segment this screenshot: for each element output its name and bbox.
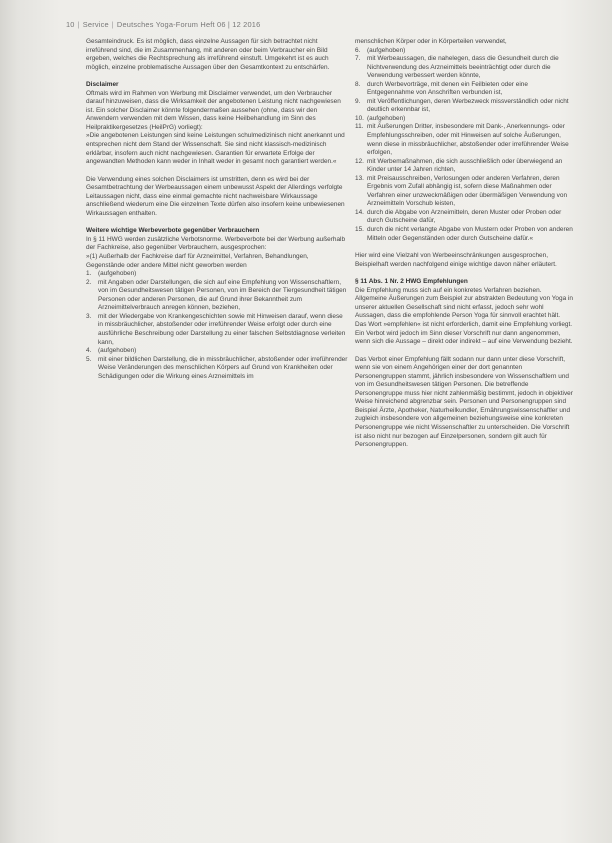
issue-label: Deutsches Yoga-Forum Heft 06 | 12 2016 xyxy=(116,20,261,29)
werbeverbote-heading: Weitere wichtige Werbeverbote gegenüber Verbrauchern xyxy=(86,227,260,235)
list-item: 14. durch die Abgabe von Arzneimitteln, deren Muster oder Proben oder durch Gutscheine dafür, xyxy=(355,208,562,225)
section-label: Service xyxy=(82,20,109,29)
list-item: 12. mit Werbemaßnahmen, die sich ausschließlich oder überwiegend an Kinder unter 14 Jahren richten, xyxy=(355,157,563,174)
list-item: 3. mit der Wiedergabe von Krankengeschichten sowie mit Hinweisen darauf, wenn diese in missbräuchlicher, abstoßender oder irreführender Weise erfolgt oder durch eine ausführliche Beschreibung oder Darstellung zu einer falschen Selbstdiagnose verleiten kann, xyxy=(86,312,346,346)
werbeverbote-quote: »(1) Außerhalb der Fachkreise darf für Arzneimittel, Verfahren, Behandlungen, Gegenstände oder andere Mittel nicht geworben werden xyxy=(86,253,309,269)
list-item: 7. mit Werbeaussagen, die nahelegen, dass die Gesundheit durch die Nichtverwendung des Arzneimittels beeinträchtigt oder durch die Verwendung verbessert werden könnte, xyxy=(355,55,559,80)
empfehlungen-heading: § 11 Abs. 1 Nr. 2 HWG Empfehlungen xyxy=(355,278,468,286)
list-item: 11. mit Äußerungen Dritter, insbesondere mit Dank-, Anerkennungs- oder Empfehlungsschreiben, oder mit Hinweisen auf solche Äußerungen, wenn diese in missbräuchlicher, abstoßender oder irreführender Weise erfolgen, xyxy=(355,123,569,157)
list-item: 8. durch Werbevorträge, mit denen ein Feilbieten oder eine Entgegennahme von Anschriften verbunden ist, xyxy=(355,80,528,97)
disclaimer-heading: Disclaimer xyxy=(86,81,119,89)
page-header: 10 | Service | Deutsches Yoga-Forum Heft 06 | 12 2016 xyxy=(66,20,261,29)
list-item: 5. mit einer bildlichen Darstellung, die in missbräuchlicher, abstoßender oder irreführender Weise Veränderungen des menschlichen Körpers auf Grund von Krankheiten oder Schädigungen oder die Wirkung eines Arzneimittels im xyxy=(86,355,348,380)
disclaimer-paragraph-2: Die Verwendung eines solchen Disclaimers ist umstritten, denn es wird bei der Gesamtbetrachtung der Werbeaussagen einem unbewusst Aspekt der Allerdings verfolgte Leitaussagen nicht, dass eine einmal gemachte nicht nachweisbare Wirkaussage anschließend wiederum eine Die einzelnen Texte dürfen also insofern keine unbewiesenen Wirkaussagen enthalten. xyxy=(86,175,345,217)
intro-paragraph: Gesamteindruck. Es ist möglich, dass einzelne Aussagen für sich betrachtet nicht irreführend sind, die im Zusammenhang, mit anderen oder beim Verbraucher ein Bild ergeben, welches die Rechtsprechung als irreführend einstuft. Umgekehrt ist es auch möglich, einzelne problematische Aussagen über den Gesamtkontext zu entschärfen. xyxy=(86,38,330,71)
list-item: 1. (aufgehoben) xyxy=(86,270,137,278)
list-item: 10. (aufgehoben) xyxy=(355,114,406,122)
empfehlungen-paragraph-1: Die Empfehlung muss sich auf ein konkretes Verfahren beziehen. Allgemeine Äußerungen zum Beispiel zur abstrakten Bedeutung von Yoga in unserer aktuellen Gesellschaft sind nicht erfasst, jedoch sehr wohl Aussagen, dass die empfohlende Person Yoga für sinnvoll erachtet hält. Das Wort »empfehlen« ist nicht erforderlich, damit eine Empfehlung vorliegt. Ein Verbot wird jedoch im Sinn dieser Vorschrift nur dann angenommen, wenn sich die Aussage – direkt oder indirekt – auf eine Verwendung bezieht. xyxy=(355,286,573,346)
list-item: 4. (aufgehoben) xyxy=(86,347,137,355)
continuation-text: menschlichen Körper oder in Körperteilen verwendet, xyxy=(355,38,507,45)
list-item: 9. mit Veröffentlichungen, deren Werbezweck missverständlich oder nicht deutlich erkennbar ist, xyxy=(355,97,569,114)
empfehlungen-paragraph-2: Das Verbot einer Empfehlung fällt sodann nur dann unter diese Vorschrift, wenn sie von einem Angehörigen einer der dort genannten Personengruppen stammt, jährlich insbesondere von Wissenschaftlern und von im Gesundheitswesen tätigen Personen. Die betreffende Personengruppe muss hier nicht zahlenmäßig bestimmt, jedoch in objektiver Weise hinreichend abgrenzbar sein. Personen und Personengruppen sind Beispiel Ärzte, Apotheker, Naturheilkundler, Ernährungswissenschaftler und zugleich insbesondere von allgemeinen beziehungsweise eine konkreten Personengruppe wie nicht Wissenschaftler zu unterscheiden. Die Vorschrift ist also nicht nur bezogen auf Einzelpersonen, sondern gilt auch für Personengruppen. xyxy=(355,355,573,449)
werbeverbote-list-right xyxy=(355,47,573,244)
page-number: 10 xyxy=(66,20,75,29)
list-item: 15. durch die nicht verlangte Abgabe von Mustern oder Proben von anderen Mitteln oder Gegenständen oder durch Gutscheine dafür.« xyxy=(355,226,573,242)
left-column xyxy=(86,38,348,390)
list-item: 13. mit Preisausschreiben, Verlosungen oder anderen Verfahren, deren Ergebnis vom Zufall abhängig ist, sofern diese Maßnahmen oder Verfahren einer unzweckmäßigen oder übermäßigen Verwendung von Arzneimitteln Vorschub leisten, xyxy=(355,174,568,208)
right-column xyxy=(355,38,573,459)
disclaimer-paragraph: Oftmals wird im Rahmen von Werbung mit Disclaimer verwendet, um den Verbraucher darauf hinzuweisen, dass die Wirksamkeit der angebotenen Leistung nicht nachgewiesen ist. Ein solcher Disclaimer könnte folgendermaßen aussehen (ohne, dass wir den Anwendern verwenden mit dem Wissen, dass keine Heilbehandlung im Sinn des Heilpraktikergesetzes (HeilPrG) vorliegt): xyxy=(86,89,341,131)
closing-paragraph: Hier wird eine Vielzahl von Werbeeinschränkungen ausgesprochen, Beispielhaft werden nachfolgend einige wichtige davon näher erläutert. xyxy=(355,252,557,268)
list-item: 2. mit Angaben oder Darstellungen, die sich auf eine Empfehlung von Wissenschaftlern, von im Gesundheitswesen tätigen Personen, von im Bereich der Tiergesundheit tätigen Personen oder anderen Personen, die auf Grund ihrer Bekanntheit zum Arzneimittelverbrauch anregen können, beziehen, xyxy=(86,278,347,312)
list-item: 6. (aufgehoben) xyxy=(355,46,406,54)
werbeverbote-list-left xyxy=(86,270,348,381)
disclaimer-quote: »Die angebotenen Leistungen sind keine Leistungen schulmedizinisch nicht anerkannt und entsprechen nicht dem Stand der Wissenschaft. Sie sind nicht klassisch-medizinisch erklärbar, insofern auch nicht nachgewiesen. Garantien für erwartete Erfolge der angewandten Methoden kann weder in Inhalt weder in gesamt noch garantiert werden.« xyxy=(86,132,345,166)
werbeverbote-intro: In § 11 HWG werden zusätzliche Verbotsnorme. Werbeverbote bei der Werbung außerhalb der Fachkreise, also gegenüber Verbrauchern, ausgesprochen: xyxy=(86,235,346,252)
